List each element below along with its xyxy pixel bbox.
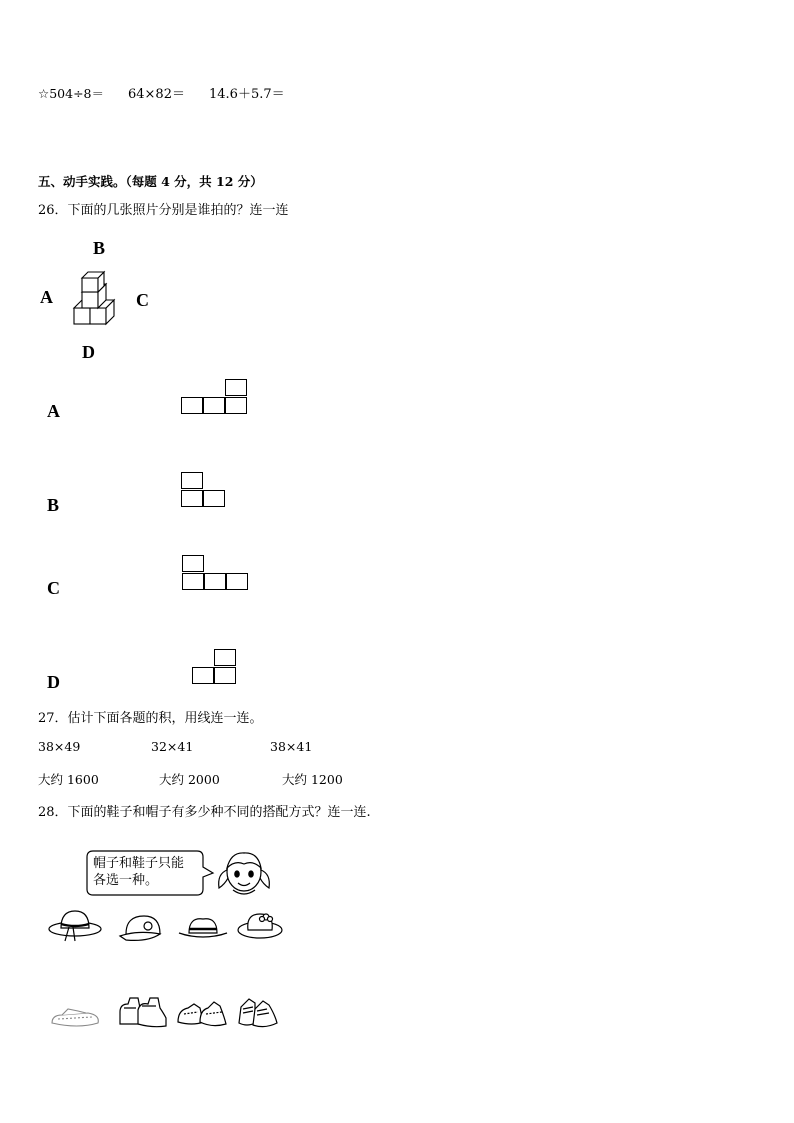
- girl-icon: [213, 846, 275, 898]
- section-heading: 五、动手实践。（每题 4 分，共 12 分）: [38, 174, 263, 189]
- view-label-b: B: [47, 495, 60, 515]
- cap-icon: [118, 912, 166, 944]
- view-b-grid: [181, 472, 227, 508]
- fedora-icon: [177, 913, 229, 941]
- calc-item-2: 64×82＝: [128, 87, 185, 102]
- high-top-shoe-icon: [235, 995, 279, 1031]
- calc-item-1: ☆504÷8＝: [38, 86, 104, 101]
- observer-label-d: D: [82, 342, 95, 362]
- calc-item-3: 14.6＋5.7＝: [209, 87, 285, 102]
- view-label-c: C: [47, 578, 60, 598]
- observer-label-c: C: [136, 290, 149, 310]
- speech-line-2: 各选一种。: [93, 873, 159, 888]
- q28-prompt: 28．下面的鞋子和帽子有多少种不同的搭配方式？连一连.: [38, 805, 371, 820]
- flower-hat-icon: [236, 908, 284, 942]
- boot-icon: [116, 994, 168, 1030]
- view-label-a: A: [47, 401, 60, 421]
- observer-label-b: B: [93, 238, 106, 258]
- view-a-grid: [181, 379, 249, 415]
- q27-estimate-3: 大约 1200: [282, 772, 343, 787]
- q26-prompt: 26．下面的几张照片分别是谁拍的？连一连: [38, 203, 289, 218]
- sneaker-icon: [176, 996, 228, 1030]
- view-d-grid: [192, 649, 238, 685]
- speech-text: [93, 855, 184, 889]
- q27-estimate-1: 大约 1600: [38, 772, 99, 787]
- slipper-icon: [48, 1003, 102, 1031]
- view-c-grid: [182, 555, 250, 591]
- q27-expression-3: 38×41: [270, 739, 313, 754]
- q27-prompt: 27．估计下面各题的积，用线连一连。: [38, 711, 263, 726]
- sun-hat-icon: [47, 907, 105, 945]
- speech-line-1: 帽子和鞋子只能: [93, 856, 185, 871]
- cube-stack-figure: [70, 270, 122, 328]
- view-label-d: D: [47, 672, 60, 692]
- q27-expression-1: 38×49: [38, 739, 81, 754]
- observer-label-a: A: [40, 287, 53, 307]
- q27-estimate-2: 大约 2000: [159, 772, 220, 787]
- q27-expression-2: 32×41: [151, 739, 194, 754]
